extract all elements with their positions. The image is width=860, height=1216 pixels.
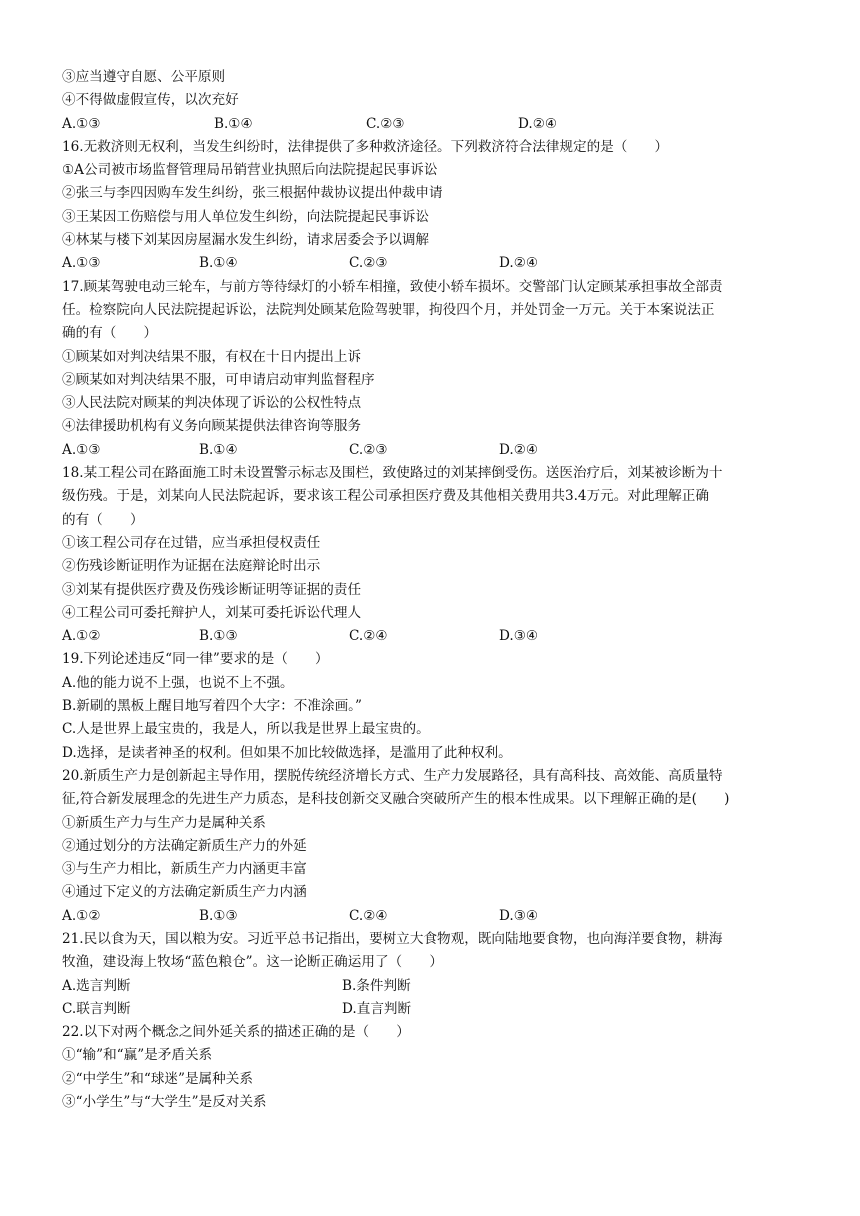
q16-stem: 16.无救济则无权利，当发生纠纷时，法律提供了多种救济途径。下列救济符合法律规定的是（ ） [62,138,669,155]
q21-option-a: A.选言判断 [62,977,131,994]
q18-item-1: ①该工程公司存在过错，应当承担侵权责任 [62,534,321,551]
q18-options [62,625,802,648]
q17-item-4: ④法律援助机构有义务向顾某提供法律咨询等服务 [62,418,362,435]
q18-option-b: B.①③ [199,628,238,645]
q21-option-c: C.联言判断 [62,1000,131,1017]
q17-option-a: A.①③ [62,441,101,458]
q15-option-a: A.①③ [62,115,101,132]
q15-option-c: C.②③ [366,115,405,132]
q20-item-4: ④通过下定义的方法确定新质生产力内涵 [62,884,307,901]
q22-stem: 22.以下对两个概念之间外延关系的描述正确的是（ ） [62,1024,410,1041]
q20-option-b: B.①③ [199,907,238,924]
q16-option-b: B.①④ [199,255,238,272]
q20-item-1: ①新质生产力与生产力是属种关系 [62,814,266,831]
q17-option-b: B.①④ [199,441,238,458]
q21-stem-line-2: 牧渔，建设海上牧场“蓝色粮仓”。这一论断正确运用了（ ） [62,954,443,971]
q22-item-1: ①“输”和“赢”是矛盾关系 [62,1047,213,1064]
q17-stem-line-1: 17.顾某驾驶电动三轮车，与前方等待绿灯的小轿车相撞，致使小轿车损坏。交警部门认定顾某承担事故全部责 [62,278,723,295]
q21-option-b: B.条件判断 [342,977,411,994]
q17-options [62,439,802,462]
q17-stem-line-3: 确的有（ ） [62,325,158,342]
q20-option-a: A.①② [62,907,101,924]
q18-item-2: ②伤残诊断证明作为证据在法庭辩论时出示 [62,558,321,575]
q17-option-c: C.②③ [349,441,388,458]
q19-option-b: B.新刷的黑板上醒目地写着四个大字：不准涂画。” [62,698,362,715]
q18-stem-line-1: 18.某工程公司在路面施工时未设置警示标志及围栏，致使路过的刘某摔倒受伤。送医治疗后，刘某被诊断为十 [62,465,723,482]
q20-option-c: C.②④ [349,907,388,924]
q19-option-a: A.他的能力说不上强，也说不上不强。 [62,674,294,691]
q20-option-d: D.③④ [499,907,539,924]
q16-option-a: A.①③ [62,255,101,272]
q16-item-4: ④林某与楼下刘某因房屋漏水发生纠纷，请求居委会予以调解 [62,232,430,249]
q15-option-d: D.②④ [518,115,558,132]
q18-option-d: D.③④ [499,628,539,645]
exam-page [62,66,802,1114]
q18-option-c: C.②④ [349,628,388,645]
q19-option-c: C.人是世界上最宝贵的，我是人，所以我是世界上最宝贵的。 [62,721,430,738]
q18-stem-line-3: 的有（ ） [62,511,144,528]
q18-option-a: A.①② [62,628,101,645]
q22-item-3: ③“小学生”与“大学生”是反对关系 [62,1094,267,1111]
q21-options-row-2 [62,998,802,1021]
q19-stem: 19.下列论述违反“同一律”要求的是（ ） [62,651,329,668]
q18-item-3: ③刘某有提供医疗费及伤残诊断证明等证据的责任 [62,581,362,598]
q15-options [62,113,802,136]
q20-item-3: ③与生产力相比，新质生产力内涵更丰富 [62,861,307,878]
q16-item-3: ③王某因工伤赔偿与用人单位发生纠纷，向法院提起民事诉讼 [62,208,430,225]
q21-options-row-1 [62,975,802,998]
q17-item-3: ③人民法院对顾某的判决体现了诉讼的公权性特点 [62,395,362,412]
q21-stem-line-1: 21.民以食为天，国以粮为安。习近平总书记指出，要树立大食物观，既向陆地要食物，也向海洋要食物，耕海 [62,930,723,947]
q17-item-1: ①顾某如对判决结果不服，有权在十日内提出上诉 [62,348,362,365]
q20-stem-line-1: 20.新质生产力是创新起主导作用，摆脱传统经济增长方式、生产力发展路径，具有高科技、高效能、高质量特 [62,767,723,784]
q20-options [62,905,802,928]
q17-stem-line-2: 任。检察院向人民法院提起诉讼，法院判处顾某危险驾驶罪，拘役四个月，并处罚金一万元。关于本案说法正 [62,301,715,318]
q20-stem-line-2: 征,符合新发展理念的先进生产力质态，是科技创新交叉融合突破所产生的根本性成果。以下理解正确的是( ) [62,791,730,808]
q18-item-4: ④工程公司可委托辩护人，刘某可委托诉讼代理人 [62,604,362,621]
q21-option-d: D.直言判断 [342,1000,412,1017]
q16-option-c: C.②③ [349,255,388,272]
q15-option-b: B.①④ [214,115,253,132]
q16-item-1: ①A公司被市场监督管理局吊销营业执照后向法院提起民事诉讼 [62,162,438,179]
q16-options [62,252,802,275]
q18-stem-line-2: 级伤残。于是，刘某向人民法院起诉，要求该工程公司承担医疗费及其他相关费用共3.4万元。对此理解正确 [62,488,709,505]
q16-option-d: D.②④ [499,255,539,272]
q17-option-d: D.②④ [499,441,539,458]
q17-item-2: ②顾某如对判决结果不服，可申请启动审判监督程序 [62,371,375,388]
q20-item-2: ②通过划分的方法确定新质生产力的外延 [62,837,307,854]
q19-option-d: D.选择，是读者神圣的权利。但如果不加比较做选择，是滥用了此种权利。 [62,744,512,761]
q15-item-3: ③应当遵守自愿、公平原则 [62,69,226,85]
q15-item-4: ④不得做虚假宣传，以次充好 [62,92,239,109]
q22-item-2: ②“中学生”和“球迷”是属种关系 [62,1070,253,1087]
q16-item-2: ②张三与李四因购车发生纠纷，张三根据仲裁协议提出仲裁申请 [62,185,443,202]
